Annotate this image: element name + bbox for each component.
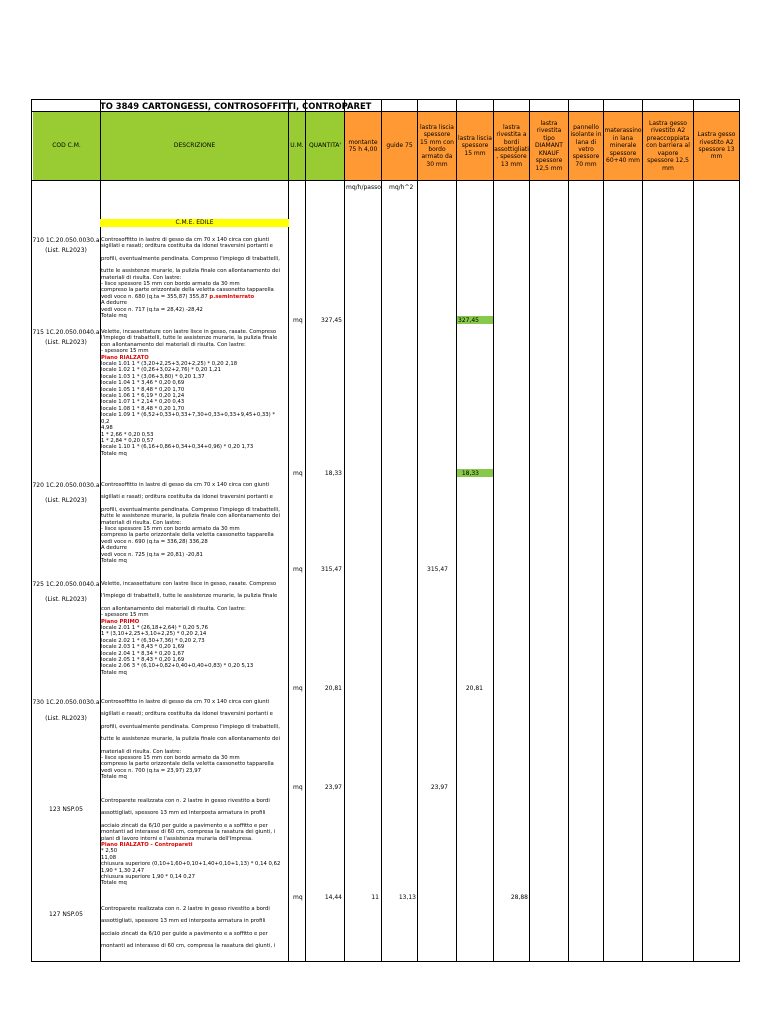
column-divider xyxy=(693,100,694,961)
column-divider xyxy=(417,100,418,961)
unit-montante: mq/h/passo xyxy=(346,184,381,191)
unit-guide: mq/h^2 xyxy=(389,184,414,191)
header-um: U.M. xyxy=(289,112,305,180)
spreadsheet-page xyxy=(31,99,740,962)
item-code: 730 1C.20.050.0030.a xyxy=(32,699,100,706)
header-montante: montante 75 h 4,00 xyxy=(345,112,381,180)
item-description: Controsoffitto in lastre di gesso da cm 70 x 140 circa con giunti sigillati e rasati; orditura costituita da idonei traversini portanti e profili, eventualmente pendinata. Compreso l'impiego di trabattelli, tutte le assistenze murarie, la pulizia finale con allontanamento dei materiali di risulta. Con lastre: - lisce spessore 15 mm con bordo armato da 30 mm compreso la parte orizzontale della veletta cassonetto tapparella vedi voce n. 680 (q.ta = 355,87) 355,87 p.seminterrato A dedurre vedi voce n. 717 (q.ta = 28,42) -28,42 Totale mq xyxy=(101,237,280,320)
column-divider xyxy=(493,100,494,961)
section-title: C.M.E. EDILE xyxy=(100,219,289,227)
item-code: 720 1C.20.050.0030.a xyxy=(32,482,100,489)
page-title: TO 3849 CARTONGESSI, CONTROSOFFITTI, CONTROPARET xyxy=(100,101,372,111)
item-code: 127 NSP.05 xyxy=(49,911,83,918)
header-materassino: materassino in lana minerale spessore 60+40 mm xyxy=(604,112,642,180)
item-value: 28,88 xyxy=(510,894,528,901)
item-qty: 20,81 xyxy=(324,685,342,692)
header-lastra-bordi-assottigliati: lastra rivestita a bordi assottigliati , spessore 13 mm xyxy=(494,112,529,180)
row-divider xyxy=(32,180,739,181)
item-description: Controsoffitto in lastre di gesso da cm 70 x 140 circa con giunti sigillati e rasati; orditura costituita da idonei traversini portanti e profili, eventualmente pendinata. Compreso l'impiego di trabattelli, tutte le assistenze murarie, la pulizia finale con allontanamento dei materiali di risulta. Con lastre: - lisce spessore 15 mm con bordo armato da 30 mm compreso la parte orizzontale della veletta cassonetto tapparella vedi voce n. 690 (q.ta = 336,28) 336,28 A dedurre vedi voce n. 725 (q.ta = 20,81) -20,81 Totale mq xyxy=(101,482,280,565)
item-value: 327,45 xyxy=(458,317,479,324)
item-um: mq xyxy=(293,894,303,901)
header-lastra-a2-preaccoppiata: Lastra gesso rivestito A2 preaccoppiata con barriera al vapore spessore 12,5 mm xyxy=(643,112,693,180)
header-quantita: QUANTITA' xyxy=(306,112,344,180)
item-description: Velette, incassettature con lastre lisce in gesso, rasate. Compreso l'impiego di trabattelli, tutte le assistenze murarie, la pulizia finale con allontanamento dei materiali di risulta. Con lastre: - spessore 15 mm Piano RIALZATO locale 1.01 1 * (3,20+2,25+3,20+2,25) * 0,20 2,18 locale 1.02 1 * (0,26+3,02+2,76) * 0,20 1,21 locale 1.03 1 * (3,06+3,80) * 0,20 1,37 locale 1.04 1 * 3,46 * 0,20 0,69 locale 1.05 1 * 8,48 * 0,20 1,70 locale 1.06 1 * 6,19 * 0,20 1,24 locale 1.07 1 * 2,14 * 0,20 0,43 locale 1.08 1 * 8,48 * 0,20 1,70 locale 1.09 1 * (6,52+0,33+0,33+7,30+0,33+0,33+9,45+0,33) * 0,2 4,98 1 * 2,66 * 0,20 0,53 1 * 2,84 * 0,20 0,57 locale 1.10 1 * (6,16+0,86+0,34+0,34+0,96) * 0,20 1,73 Totale mq xyxy=(101,329,278,457)
item-um: mq xyxy=(293,317,303,324)
header-lastra-a2: Lastra gesso rivestito A2 spessore 13 mm xyxy=(694,112,739,180)
column-divider xyxy=(568,100,569,961)
item-code: 725 1C.20.050.0040.a xyxy=(32,581,100,588)
item-qty: 315,47 xyxy=(321,566,342,573)
item-um: mq xyxy=(293,784,303,791)
column-divider xyxy=(642,100,643,961)
column-divider xyxy=(603,100,604,961)
item-description: Controsoffitto in lastre di gesso da cm 70 x 140 circa con giunti sigillati e rasati; orditura costituita da idonei traversini portanti e profili, eventualmente pendinata. Compreso l'impiego di trabattelli, tutte le assistenze murarie, la pulizia finale con allontanamento dei materiali di risulta. Con lastre: - lisce spessore 15 mm con bordo armato da 30 mm compreso la parte orizzontale della veletta cassonetto tapparella vedi voce n. 700 (q.ta = 23,97) 23,97 Totale mq xyxy=(101,699,280,781)
header-cod: COD C.M. xyxy=(33,112,100,180)
item-list: (List. RL2023) xyxy=(45,497,87,504)
header-lastra-liscia: lastra liscia spessore 15 mm xyxy=(457,112,493,180)
header-guide: guide 75 xyxy=(382,112,417,180)
item-code: 715 1C.20.050.0040.a xyxy=(32,329,100,336)
item-description: Controparete realizzata con n. 2 lastre in gesso rivestito a bordi assottigliati, spessore 13 mm ed interposta armatura in profili acciaio zincati da 6/10 per guide a pavimento e a soffitto e per montanti ad interasse di 60 cm, compresa la rasatura dei giunti, i xyxy=(101,906,276,950)
item-qty: 327,45 xyxy=(321,317,342,324)
item-code: 710 1C.20.050.0030.a xyxy=(32,237,100,244)
item-value: 20,81 xyxy=(465,685,483,692)
item-um: mq xyxy=(293,470,303,477)
item-qty: 18,33 xyxy=(324,470,342,477)
item-list: (List. RL2023) xyxy=(45,715,87,722)
item-um: mq xyxy=(293,566,303,573)
column-divider xyxy=(344,100,345,961)
item-guide: 13,13 xyxy=(398,894,416,901)
item-code: 123 NSP.05 xyxy=(49,806,83,813)
item-value: 23,97 xyxy=(430,784,448,791)
item-description: Velette, incassettature con lastre lisce in gesso, rasate. Compreso l'impiego di trabattelli, tutte le assistenze murarie, la pulizia finale con allontanamento dei materiali di risulta. Con lastre: - spessore 15 mm Piano PRIMO locale 2.01 1 * (26,18+2,64) * 0,20 5,76 1 * (3,10+2,25+3,10+2,25) * 0,20 2,14 locale 2.02 1 * (6,30+7,36) * 0,20 2,73 locale 2.03 1 * 8,43 * 0,20 1,69 locale 2.04 1 * 8,34 * 0,20 1,67 locale 2.05 1 * 8,43 * 0,20 1,69 locale 2.06 3 * (6,10+0,82+0,40+0,40+0,83) * 0,20 5,13 Totale mq xyxy=(101,581,278,676)
column-divider xyxy=(305,100,306,961)
item-qty: 23,97 xyxy=(324,784,342,791)
item-list: (List. RL2023) xyxy=(45,247,87,254)
item-list: (List. RL2023) xyxy=(45,596,87,603)
header-lastra-diamant: lastra rivestita tipo DIAMANT KNAUF spessore 12,5 mm xyxy=(530,112,568,180)
item-montante: 11 xyxy=(371,894,379,901)
item-um: mq xyxy=(293,685,303,692)
item-value: 315,47 xyxy=(427,566,448,573)
column-divider xyxy=(456,100,457,961)
column-divider xyxy=(381,100,382,961)
column-divider xyxy=(529,100,530,961)
item-qty: 14,44 xyxy=(324,894,342,901)
item-list: (List. RL2023) xyxy=(45,339,87,346)
header-pannello-isolante: pannello isolante in lana di vetro spessore 70 mm xyxy=(569,112,603,180)
header-descrizione: DESCRIZIONE xyxy=(101,112,288,180)
header-lastra-bordo-armato: lastra liscia spessore 15 mm con bordo armato da 30 mm xyxy=(418,112,456,180)
item-description: Controparete realizzata con n. 2 lastre in gesso rivestito a bordi assottigliati, spessore 13 mm ed interposta armatura in profili acciaio zincati da 6/10 per guide a pavimento e a soffitto e per montanti ad interasse di 60 cm, compresa la rasatura dei giunti, i piani di lavoro interni e l'assistenza muraria dell'Impresa. Piano RIALZATO - Contropareti * 2,50 11,08 chiusura superiore (0,10+1,60+0,10+1,40+0,10+1,13) * 0,14 0,62 1,90 * 1,30 2,47 chiusura superiore 1,90 * 0,14 0,27 Totale mq xyxy=(101,798,281,887)
item-value: 18,33 xyxy=(461,470,479,477)
